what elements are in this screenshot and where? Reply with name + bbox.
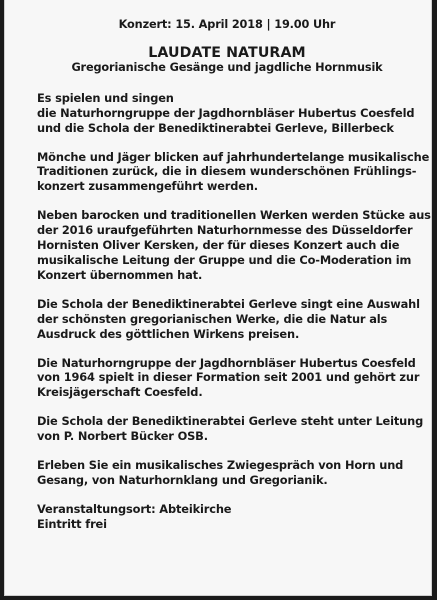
- text-line: von P. Norbert Bücker OSB.: [37, 429, 208, 444]
- text-line: Mönche und Jäger blicken auf jahrhundertelange musikalische: [37, 149, 430, 164]
- text-line: von 1964 spielt in dieser Formation seit 2001 und gehört zur: [37, 370, 420, 385]
- text-line: Die Naturhorngruppe der Jagdhornbläser Hubertus Coesfeld: [37, 355, 416, 370]
- paragraph-invitation: [37, 458, 427, 488]
- text-line: Es spielen und singen: [37, 90, 174, 105]
- venue-info: [37, 502, 427, 532]
- text-line: Neben barocken und traditionellen Werken werden Stücke aus: [37, 208, 431, 223]
- text-line: Gesang, von Naturhornklang und Gregorianik.: [37, 472, 328, 487]
- paragraph-horn-group: [37, 356, 427, 401]
- text-line: Hornisten Oliver Kersken, der für dieses Konzert auch die: [37, 238, 400, 253]
- concert-date-line: Konzert: 15. April 2018 | 19.00 Uhr: [118, 18, 336, 31]
- text-line: Ausdruck des göttlichen Wirkens preisen.: [37, 326, 300, 341]
- event-subtitle: Gregorianische Gesänge und jagdliche Hornmusik: [71, 60, 383, 74]
- admission-info: Eintritt frei: [37, 516, 107, 531]
- text-line: Traditionen zurück, die in diesem wunderschönen Frühlings-: [37, 164, 417, 179]
- event-title: LAUDATE NATURAM: [148, 44, 306, 61]
- text-line: und die Schola der Benediktinerabtei Gerleve, Billerbeck: [37, 120, 394, 135]
- document-content: [37, 18, 431, 532]
- text-line: Die Schola der Benediktinerabtei Gerleve steht unter Leitung: [37, 414, 424, 429]
- text-line: der schönsten gregorianischen Werke, die die Natur als: [37, 311, 388, 326]
- paragraph-schola: [37, 297, 427, 342]
- document-page: [4, 0, 432, 596]
- text-line: Erleben Sie ein musikalisches Zwiegespräch von Horn und: [37, 458, 404, 473]
- text-line: musikalische Leitung der Gruppe und die Co-Moderation im: [37, 252, 412, 267]
- text-line: konzert zusammengeführt werden.: [37, 179, 258, 194]
- venue-location: Veranstaltungsort: Abteikirche: [37, 501, 232, 516]
- text-line: der 2016 uraufgeführten Naturhornmesse des Düsseldorfer: [37, 223, 413, 238]
- text-line: Die Schola der Benediktinerabtei Gerleve singt eine Auswahl: [37, 296, 420, 311]
- paragraph-performers: [37, 91, 427, 136]
- paragraph-schola-leader: [37, 414, 427, 444]
- text-line: die Naturhorngruppe der Jagdhornbläser Hubertus Coesfeld: [37, 105, 415, 120]
- paragraph-traditions: [37, 149, 430, 195]
- text-line: Konzert übernommen hat.: [37, 267, 203, 282]
- paragraph-program: [37, 208, 431, 283]
- text-line: Kreisjägerschaft Coesfeld.: [37, 385, 203, 400]
